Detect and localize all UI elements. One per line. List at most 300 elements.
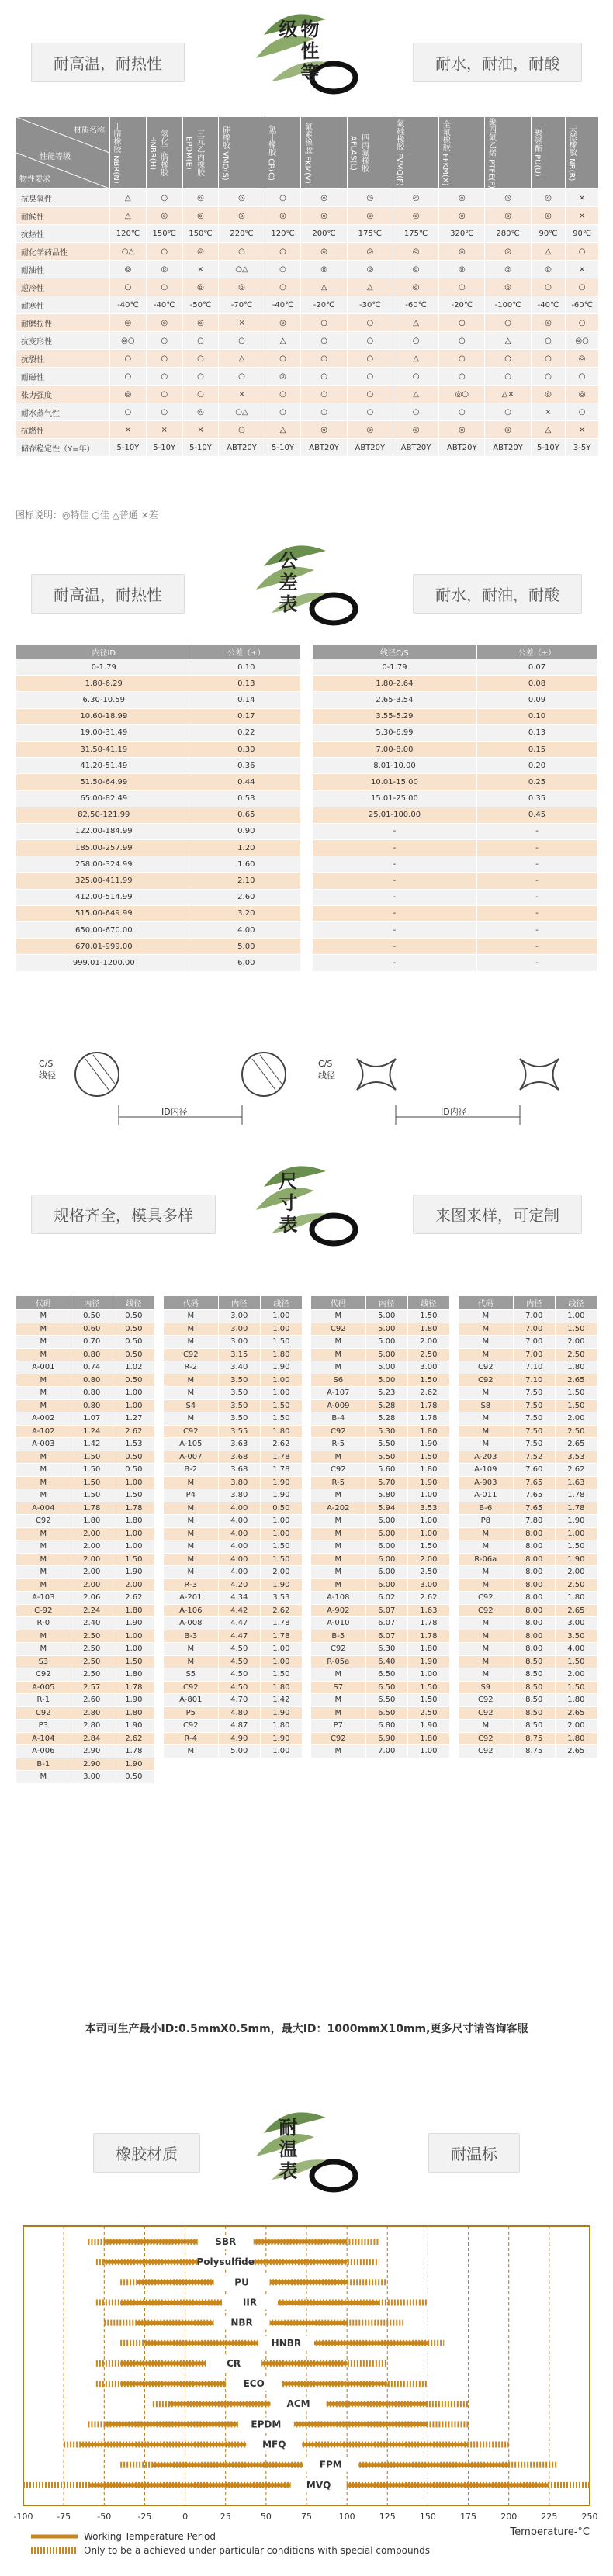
table-cell: 0.08 [476, 676, 597, 692]
table-cell: 8.01-10.00 [313, 758, 477, 774]
table-cell: 8.00 [513, 1553, 555, 1566]
table-row [16, 1745, 155, 1758]
table-cell: M [459, 1540, 514, 1554]
table-cell: ◎ [393, 243, 438, 261]
size-table [163, 1295, 303, 1758]
table-row [459, 1720, 597, 1733]
table-cell: 7.50 [513, 1399, 555, 1412]
table-row [311, 1476, 450, 1489]
table-cell: ABT20Y [393, 439, 438, 457]
table-cell: 4.34 [218, 1592, 260, 1605]
table-row [311, 1668, 450, 1682]
table-cell: 1.90 [113, 1694, 154, 1707]
table-cell: ○ [146, 332, 182, 350]
table-cell: ○ [485, 403, 531, 421]
col-header: 公差（±） [192, 645, 300, 659]
table-cell: 1.50 [260, 1553, 302, 1566]
table-cell: 150℃ [182, 225, 219, 243]
table-cell: 0.14 [192, 692, 300, 708]
table-cell: M [16, 1451, 71, 1464]
table-cell: 5.00 [365, 1361, 407, 1374]
table-cell: A-004 [16, 1502, 71, 1515]
table-cell: M [459, 1310, 514, 1323]
table-row [16, 1515, 155, 1528]
table-cell: 1.80-2.64 [313, 676, 477, 692]
table-cell: 1.90 [555, 1515, 597, 1528]
table-cell: A-903 [459, 1476, 514, 1489]
tick-label: 125 [379, 2512, 396, 2522]
table-row [164, 1694, 303, 1707]
table-cell: 8.50 [513, 1694, 555, 1707]
table-cell: 2.50 [407, 1566, 449, 1579]
table-cell: M [311, 1515, 366, 1528]
table-cell: ◎ [393, 261, 438, 278]
table-row [164, 1681, 303, 1694]
table-cell: 1.00 [407, 1489, 449, 1502]
col-header: 内径 [365, 1296, 407, 1310]
col-header: 天然橡胶 NR(R) [566, 117, 599, 189]
table-cell: 1.80 [260, 1425, 302, 1438]
table-cell: 670.01-999.00 [16, 939, 192, 955]
table-cell: -30℃ [347, 296, 393, 314]
table-cell: 1.50 [260, 1399, 302, 1412]
table-cell: B-6 [459, 1502, 514, 1515]
col-header: 内径 [218, 1296, 260, 1310]
row-label: 耐油性 [16, 261, 110, 278]
table-cell: M [16, 1643, 71, 1656]
table-row [16, 692, 301, 708]
temperature-section [0, 2094, 613, 2575]
table-cell: 2.00 [555, 1412, 597, 1426]
tick-label: 0 [182, 2512, 189, 2522]
table-row [311, 1310, 450, 1323]
table-cell: 1.80 [407, 1732, 449, 1745]
table-cell: 1.00 [407, 1745, 449, 1758]
table-cell: 6.50 [365, 1694, 407, 1707]
temperature-chart [0, 2211, 613, 2575]
table-cell: M [16, 1336, 71, 1349]
table-cell: 1.00 [407, 1668, 449, 1682]
table-cell: 7.00-8.00 [313, 741, 477, 757]
banner-title: 公差表 [275, 551, 298, 616]
table-cell: 1.50 [113, 1553, 154, 1566]
table-cell: R-4 [164, 1732, 219, 1745]
table-cell: 3.50 [218, 1399, 260, 1412]
table-cell: M [16, 1399, 71, 1412]
table-cell: 4.87 [218, 1720, 260, 1733]
table-cell: M [311, 1706, 366, 1720]
table-cell: M [164, 1323, 219, 1336]
table-cell: ◎○ [439, 386, 485, 403]
table-cell: M [459, 1630, 514, 1643]
series-label: MVQ [306, 2479, 331, 2491]
table-cell: C92 [459, 1732, 514, 1745]
table-cell: ◎ [110, 261, 147, 278]
col-header: 内径 [513, 1296, 555, 1310]
table-row [16, 350, 599, 368]
table-row [459, 1374, 597, 1387]
table-cell: 4.70 [218, 1694, 260, 1707]
col-header: 四丙氟橡胶 AFLAS(L) [347, 117, 393, 189]
table-cell: 1.00 [260, 1387, 302, 1400]
table-cell: 4.50 [218, 1668, 260, 1682]
table-cell: M [459, 1323, 514, 1336]
table-cell: 4.20 [218, 1578, 260, 1592]
table-row [16, 1387, 155, 1400]
table-cell: 4.00 [218, 1553, 260, 1566]
table-cell: ◎ [182, 189, 219, 207]
table-cell: 10.01-15.00 [313, 774, 477, 790]
table-row [16, 856, 301, 873]
table-cell: 1.50 [407, 1540, 449, 1554]
table-cell: ○ [347, 386, 393, 403]
table-cell: 1.78 [260, 1617, 302, 1630]
table-cell: 1.00 [113, 1476, 154, 1489]
table-row [459, 1527, 597, 1540]
table-cell: 1.90 [260, 1732, 302, 1745]
table-cell: ◎ [110, 386, 147, 403]
table-cell: -40℃ [531, 296, 566, 314]
table-row [313, 807, 597, 823]
row-label: 储存稳定性（Y=年） [16, 439, 110, 457]
col-header: 氟素橡胶 FKM(V) [301, 117, 347, 189]
table-cell: 1.78 [407, 1630, 449, 1643]
table-cell: ○ [146, 350, 182, 368]
tolerance-id-body [16, 659, 301, 972]
table-row [459, 1387, 597, 1400]
table-cell: 15.01-25.00 [313, 790, 477, 807]
table-cell: 1.50 [555, 1540, 597, 1554]
table-cell: 51.50-64.99 [16, 774, 192, 790]
table-cell: 1.80 [113, 1515, 154, 1528]
table-row [164, 1720, 303, 1733]
table-cell: - [313, 856, 477, 873]
series-label: NBR [230, 2317, 253, 2329]
table-cell: 3.63 [218, 1438, 260, 1451]
table-cell: ○ [439, 314, 485, 332]
table-row [16, 1310, 155, 1323]
table-cell: 1.78 [71, 1502, 113, 1515]
table-corner [16, 117, 110, 189]
table-cell: A-007 [164, 1451, 219, 1464]
table-cell: A-002 [16, 1412, 71, 1426]
table-cell: 1.90 [260, 1476, 302, 1489]
col-header: 氯丁橡胶 CR(C) [265, 117, 301, 189]
tick-label: 100 [338, 2512, 355, 2522]
table-row [311, 1540, 450, 1554]
banner-left-text: 耐高温，耐热性 [31, 574, 185, 614]
table-cell: 1.50 [260, 1540, 302, 1554]
tick-label: 25 [220, 2512, 231, 2522]
table-cell: ○ [265, 403, 301, 421]
table-cell: ◎ [566, 386, 599, 403]
table-cell: M [459, 1387, 514, 1400]
table-cell: 1.80 [407, 1425, 449, 1438]
col-header: 线径 [555, 1296, 597, 1310]
table-row [16, 261, 599, 278]
table-row [164, 1310, 303, 1323]
table-cell: 6.00 [365, 1540, 407, 1554]
table-row [313, 922, 597, 939]
tick-label: -100 [13, 2512, 33, 2522]
table-cell: ◎ [182, 314, 219, 332]
table-cell: ○ [347, 332, 393, 350]
table-cell: M [16, 1553, 71, 1566]
table-cell: 2.80 [71, 1706, 113, 1720]
series-label: PU [234, 2277, 249, 2288]
table-cell: 2.40 [71, 1617, 113, 1630]
table-cell: 2.65 [555, 1706, 597, 1720]
table-cell: 5-10Y [265, 439, 301, 457]
col-header: 线径 [260, 1296, 302, 1310]
table-row [16, 1758, 155, 1771]
table-cell: 0.20 [476, 758, 597, 774]
table-row [459, 1323, 597, 1336]
table-cell: 2.00 [260, 1566, 302, 1579]
table-cell: 2.00 [71, 1566, 113, 1579]
table-cell: ○ [146, 403, 182, 421]
table-cell: × [146, 421, 182, 439]
table-cell: R-2 [164, 1361, 219, 1374]
table-row [16, 1540, 155, 1554]
table-cell: 25.01-100.00 [313, 807, 477, 823]
table-cell: M [164, 1527, 219, 1540]
tolerance-id-table [16, 644, 301, 972]
table-cell: A-105 [164, 1438, 219, 1451]
table-cell: ○ [182, 332, 219, 350]
table-cell: 1.00 [260, 1515, 302, 1528]
table-cell: 2.65 [555, 1604, 597, 1617]
table-row [164, 1540, 303, 1554]
table-cell: 0.15 [476, 741, 597, 757]
series-label: EPDM [251, 2419, 282, 2430]
table-cell: - [476, 922, 597, 939]
table-cell: C92 [311, 1732, 366, 1745]
table-cell: × [566, 261, 599, 278]
table-cell: M [16, 1310, 71, 1323]
table-cell: 1.50 [407, 1451, 449, 1464]
table-cell: A-010 [311, 1617, 366, 1630]
series-label: ECO [243, 2378, 265, 2390]
row-label: 抗变形性 [16, 332, 110, 350]
table-cell: - [476, 856, 597, 873]
table-cell: 8.50 [513, 1706, 555, 1720]
tolerance-cs-table [312, 644, 597, 972]
table-row [164, 1553, 303, 1566]
table-row [313, 905, 597, 921]
table-cell: S5 [164, 1668, 219, 1682]
table-cell: ○ [347, 368, 393, 386]
table-cell: 1.78 [113, 1681, 154, 1694]
table-cell: M [311, 1668, 366, 1682]
table-cell: -20℃ [439, 296, 485, 314]
col-header: 线径 [407, 1296, 449, 1310]
table-cell: B-4 [311, 1412, 366, 1426]
table-cell: 2.65 [555, 1745, 597, 1758]
table-cell: ◎ [219, 278, 265, 296]
table-cell: 1.27 [113, 1412, 154, 1426]
table-cell: P8 [459, 1515, 514, 1528]
table-cell: ◎ [485, 278, 531, 296]
table-cell: A-005 [16, 1681, 71, 1694]
corner-grade: 性能等级 [40, 153, 71, 161]
table-cell: 7.65 [513, 1502, 555, 1515]
table-row [16, 774, 301, 790]
table-row [16, 1771, 155, 1784]
series-label: HNBR [271, 2337, 302, 2349]
row-label: 耐水蒸气性 [16, 403, 110, 421]
table-cell: 2.50 [71, 1668, 113, 1682]
table-row [313, 758, 597, 774]
table-cell: 0.10 [192, 659, 300, 676]
tick-label: 150 [419, 2512, 436, 2522]
table-cell: ○ [265, 243, 301, 261]
table-cell: 2.62 [260, 1438, 302, 1451]
table-cell: ○ [146, 278, 182, 296]
table-cell: 7.00 [513, 1323, 555, 1336]
table-cell: A-902 [311, 1604, 366, 1617]
table-cell: 4.00 [218, 1527, 260, 1540]
table-row [16, 889, 301, 905]
table-cell: R-5 [311, 1438, 366, 1451]
table-row [164, 1515, 303, 1528]
table-row [164, 1387, 303, 1400]
table-cell: 120℃ [265, 225, 301, 243]
col-header: 线径C/S [313, 645, 477, 659]
table-row [16, 1438, 155, 1451]
table-row [164, 1399, 303, 1412]
table-cell: ○ [301, 332, 347, 350]
table-cell: - [476, 955, 597, 971]
table-cell: 1.78 [260, 1464, 302, 1477]
table-cell: M [16, 1464, 71, 1477]
table-row [164, 1592, 303, 1605]
table-cell: 1.78 [555, 1489, 597, 1502]
banner-emblem [241, 4, 372, 105]
table-cell: 7.10 [513, 1361, 555, 1374]
table-cell: 1.80 [71, 1515, 113, 1528]
table-cell: 1.50 [555, 1387, 597, 1400]
table-cell: 650.00-670.00 [16, 922, 192, 939]
table-cell: 5.80 [365, 1489, 407, 1502]
table-cell: 3.68 [218, 1464, 260, 1477]
table-cell: -100℃ [485, 296, 531, 314]
table-row [311, 1566, 450, 1579]
table-cell: R-05a [311, 1655, 366, 1668]
tick-label: 75 [301, 2512, 312, 2522]
table-cell: 6.07 [365, 1617, 407, 1630]
table-cell: 1.50 [113, 1655, 154, 1668]
table-cell: △ [393, 386, 438, 403]
table-cell: ○ [301, 403, 347, 421]
table-cell: 1.90 [407, 1655, 449, 1668]
tick-label: -75 [57, 2512, 71, 2522]
table-cell: 0.50 [71, 1310, 113, 1323]
table-cell: 7.50 [513, 1438, 555, 1451]
table-row [16, 659, 301, 676]
table-cell: ABT20Y [301, 439, 347, 457]
table-row [16, 1566, 155, 1579]
col-header: 氟硅橡胶 FVMQ(F) [393, 117, 438, 189]
table-cell: ○ [110, 278, 147, 296]
series-label: MFQ [262, 2439, 286, 2450]
table-row [313, 708, 597, 724]
table-cell: 0.09 [476, 692, 597, 708]
table-cell: 8.50 [513, 1681, 555, 1694]
table-cell: 0.36 [192, 758, 300, 774]
table-cell: △ [393, 314, 438, 332]
table-row [16, 922, 301, 939]
table-cell: ◎ [485, 243, 531, 261]
table-row [311, 1617, 450, 1630]
table-cell: 4.80 [218, 1706, 260, 1720]
table-cell: × [566, 189, 599, 207]
table-cell: C92 [16, 1515, 71, 1528]
table-cell: 6.00 [365, 1553, 407, 1566]
table-cell: 280℃ [485, 225, 531, 243]
row-label: 抗热性 [16, 225, 110, 243]
table-row [16, 207, 599, 225]
size-table [310, 1295, 450, 1758]
table-row [459, 1540, 597, 1554]
properties-section [0, 0, 613, 527]
table-cell: △ [301, 278, 347, 296]
table-cell: ◎ [182, 243, 219, 261]
table-cell: M [16, 1540, 71, 1554]
table-cell: B-2 [164, 1464, 219, 1477]
table-cell: 1.50 [555, 1655, 597, 1668]
table-cell: ○ [110, 350, 147, 368]
table-row [16, 905, 301, 921]
table-cell: ◎ [265, 314, 301, 332]
table-cell: 6.50 [365, 1668, 407, 1682]
table-row [311, 1604, 450, 1617]
banner-left-text: 规格齐全，模具多样 [31, 1195, 216, 1234]
table-cell: C92 [459, 1745, 514, 1758]
table-row [16, 1630, 155, 1643]
table-cell: 6.00 [365, 1527, 407, 1540]
leaf-ring-icon [241, 2102, 372, 2203]
table-row [459, 1451, 597, 1464]
table-row [164, 1336, 303, 1349]
table-row [313, 659, 597, 676]
table-cell: 2.00 [71, 1578, 113, 1592]
table-cell: S8 [459, 1399, 514, 1412]
table-cell: ◎ [531, 386, 566, 403]
table-cell: A-109 [459, 1464, 514, 1477]
table-cell: 1.90 [407, 1438, 449, 1451]
table-cell: P7 [311, 1720, 366, 1733]
table-row [459, 1566, 597, 1579]
table-cell: 0.13 [192, 676, 300, 692]
table-cell: 0.80 [71, 1348, 113, 1361]
table-row [16, 1336, 155, 1349]
table-row [16, 1451, 155, 1464]
table-cell: ○ [265, 350, 301, 368]
table-cell: ◎○ [110, 332, 147, 350]
table-row [311, 1630, 450, 1643]
table-cell: 1.00 [555, 1527, 597, 1540]
tolerance-section [0, 535, 613, 1179]
table-cell: 8.75 [513, 1745, 555, 1758]
table-row [16, 1694, 155, 1707]
table-cell: 3.53 [555, 1451, 597, 1464]
table-cell: 1.63 [407, 1604, 449, 1617]
table-cell: 2.50 [555, 1348, 597, 1361]
table-cell: 1.50 [407, 1694, 449, 1707]
table-cell: - [476, 905, 597, 921]
table-cell: A-008 [164, 1617, 219, 1630]
